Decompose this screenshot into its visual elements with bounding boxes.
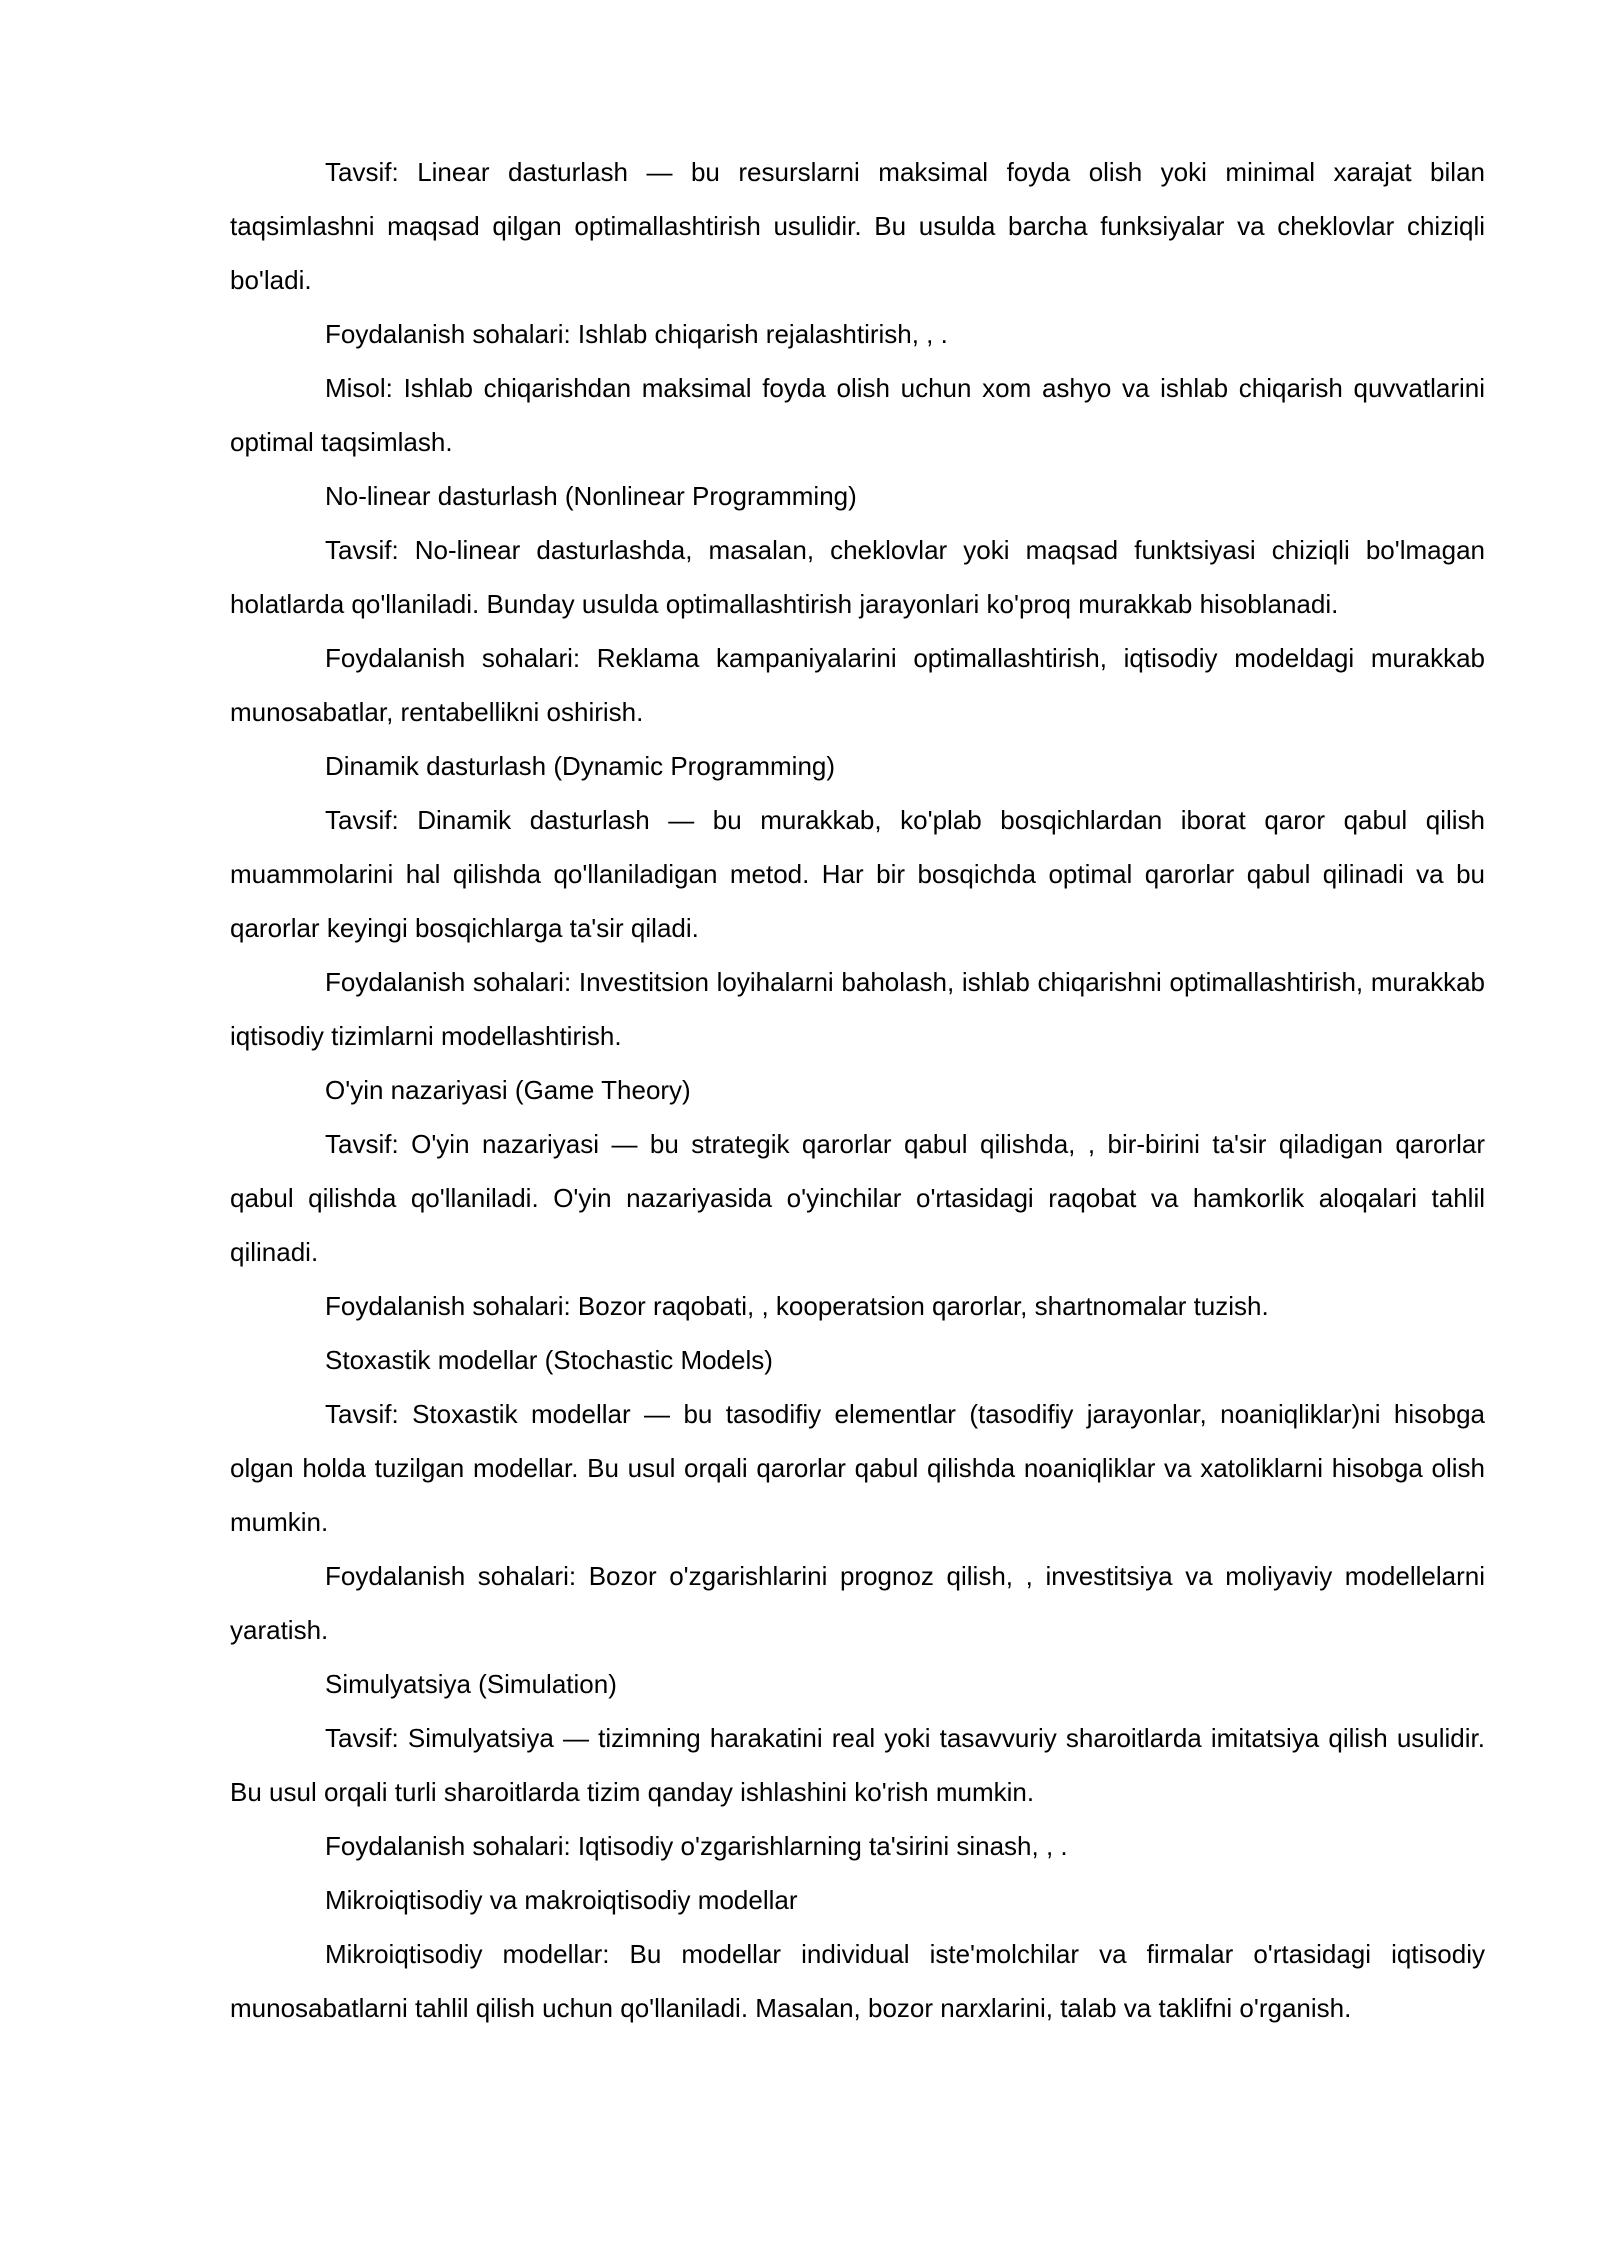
paragraph-game-theory-description: Tavsif: O'yin nazariyasi — bu strategik qarorlar qabul qilishda, , bir-birini ta'sir qiladigan qarorlar qabul qilishda qo'llaniladi. O'yin nazariyasida o'yinchilar o'rtasidagi raqobat va hamkorlik aloqalari tahlil qilinadi. <box>230 1129 1485 1267</box>
paragraph-stochastic-usage: Foydalanish sohalari: Bozor o'zgarishlarini prognoz qilish, , investitsiya va moliyaviy modellelarni yaratish. <box>230 1561 1485 1645</box>
heading-game-theory: O'yin nazariyasi (Game Theory) <box>325 1075 691 1105</box>
paragraph-nonlinear-description: Tavsif: No-linear dasturlashda, masalan, cheklovlar yoki maqsad funktsiyasi chiziqli bo'lmagan holatlarda qo'llaniladi. Bunday usulda optimallashtirish jarayonlari ko'proq murakkab hisoblanadi. <box>230 535 1485 619</box>
document-body <box>230 145 1485 2035</box>
paragraph-dynamic-description: Tavsif: Dinamik dasturlash — bu murakkab, ko'plab bosqichlardan iborat qaror qabul qilish muammolarini hal qilishda qo'llaniladigan metod. Har bir bosqichda optimal qarorlar qabul qilinadi va bu qarorlar keyingi bosqichlarga ta'sir qiladi. <box>230 805 1485 943</box>
heading-micro-macro-models: Mikroiqtisodiy va makroiqtisodiy modellar <box>325 1885 798 1915</box>
paragraph-linear-usage: Foydalanish sohalari: Ishlab chiqarish rejalashtirish, , . <box>325 319 948 349</box>
paragraph-dynamic-usage: Foydalanish sohalari: Investitsion loyihalarni baholash, ishlab chiqarishni optimallashtirish, murakkab iqtisodiy tizimlarni modellashtirish. <box>230 967 1485 1051</box>
heading-simulation: Simulyatsiya (Simulation) <box>325 1669 617 1699</box>
paragraph-linear-example: Misol: Ishlab chiqarishdan maksimal foyda olish uchun xom ashyo va ishlab chiqarish quvvatlarini optimal taqsimlash. <box>230 373 1485 457</box>
heading-nonlinear-programming: No-linear dasturlash (Nonlinear Programming) <box>325 481 857 511</box>
paragraph-stochastic-description: Tavsif: Stoxastik modellar — bu tasodifiy elementlar (tasodifiy jarayonlar, noaniqliklar)ni hisobga olgan holda tuzilgan modellar. Bu usul orqali qarorlar qabul qilishda noaniqliklar va xatoliklarni hisobga olish mumkin. <box>230 1399 1485 1537</box>
paragraph-game-theory-usage: Foydalanish sohalari: Bozor raqobati, , kooperatsion qarorlar, shartnomalar tuzish. <box>325 1291 1269 1321</box>
heading-dynamic-programming: Dinamik dasturlash (Dynamic Programming) <box>325 751 836 781</box>
heading-stochastic-models: Stoxastik modellar (Stochastic Models) <box>325 1345 773 1375</box>
paragraph-simulation-usage: Foydalanish sohalari: Iqtisodiy o'zgarishlarning ta'sirini sinash, , . <box>325 1831 1068 1861</box>
paragraph-nonlinear-usage: Foydalanish sohalari: Reklama kampaniyalarini optimallashtirish, iqtisodiy modeldagi murakkab munosabatlar, rentabellikni oshirish. <box>230 643 1485 727</box>
paragraph-simulation-description: Tavsif: Simulyatsiya — tizimning harakatini real yoki tasavvuriy sharoitlarda imitatsiya qilish usulidir. Bu usul orqali turli sharoitlarda tizim qanday ishlashini ko'rish mumkin. <box>230 1723 1485 1807</box>
paragraph-linear-description: Tavsif: Linear dasturlash — bu resurslarni maksimal foyda olish yoki minimal xarajat bilan taqsimlashni maqsad qilgan optimallashtirish usulidir. Bu usulda barcha funksiyalar va cheklovlar chiziqli bo'ladi. <box>230 157 1485 295</box>
paragraph-micro-models: Mikroiqtisodiy modellar: Bu modellar individual iste'molchilar va firmalar o'rtasidagi iqtisodiy munosabatlarni tahlil qilish uchun qo'llaniladi. Masalan, bozor narxlarini, talab va taklifni o'rganish. <box>230 1939 1485 2023</box>
